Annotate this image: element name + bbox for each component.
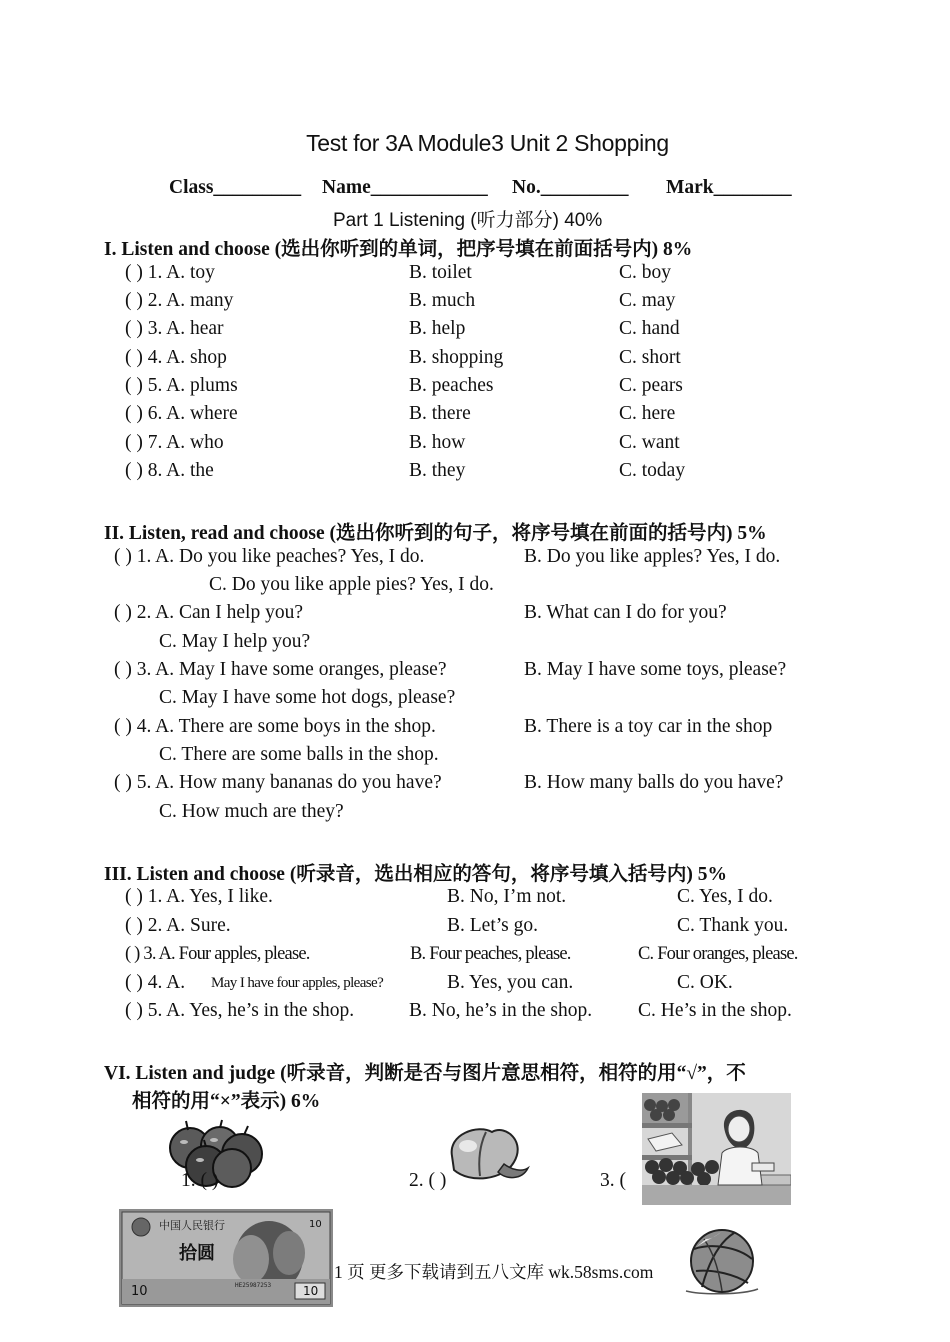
answer-bracket[interactable]: ( ) 5. A. Yes, he’s in the shop. (125, 1000, 355, 1021)
option-b: B. they (409, 460, 466, 481)
option-b: B. Yes, you can. (447, 972, 574, 993)
option-b: B. how (409, 432, 466, 453)
peach-picture (440, 1120, 530, 1186)
option-b: B. No, I’m not. (447, 886, 567, 907)
banknote-corner-text-2: 10 (131, 1284, 148, 1299)
section1-heading: I. Listen and choose (选出你听到的单词，把序号填在前面括号内) 8% (104, 239, 693, 260)
option-b: B. There is a toy car in the shop (524, 716, 773, 737)
answer-bracket[interactable]: ( ) 8. A. the (125, 460, 214, 481)
option-c: C. short (619, 347, 681, 368)
list-item (114, 716, 894, 742)
list-item (125, 915, 885, 941)
answer-bracket[interactable]: ( ) 4. A. shop (125, 347, 227, 368)
answer-bracket[interactable]: ( ) 2. A. many (125, 290, 234, 311)
list-item (114, 659, 894, 685)
list-item (114, 602, 894, 628)
answer-bracket[interactable]: ( ) 7. A. who (125, 432, 224, 453)
option-b: B. much (409, 290, 476, 311)
banknote-value-text: 拾圆 (179, 1243, 215, 1264)
option-c: C. Thank you. (677, 915, 789, 936)
option-a-text: May I have four apples, please? (211, 975, 384, 991)
shop-picture (642, 1093, 791, 1205)
mark-field[interactable]: Mark________ (666, 177, 792, 198)
option-b: B. Do you like apples? Yes, I do. (524, 546, 781, 567)
list-item (125, 972, 885, 998)
section4-heading-line2: 相符的用“×”表示) 6% (132, 1091, 321, 1112)
section4-heading-line1: VI. Listen and judge (听录音，判断是否与图片意思相符，相符的用“√”，不 (104, 1063, 746, 1084)
page-footer: 1 页 更多下载请到五八文库 wk.58sms.com (334, 1262, 654, 1282)
option-c: C. There are some balls in the shop. (159, 744, 439, 765)
list-item (125, 944, 885, 970)
question-a[interactable]: ( ) 3. A. May I have some oranges, please? (114, 659, 447, 680)
list-item (125, 1000, 885, 1026)
page-title: Test for 3A Module3 Unit 2 Shopping (306, 130, 669, 156)
option-c: C. want (619, 432, 680, 453)
option-c: C. How much are they? (159, 801, 344, 822)
banknote-picture (119, 1209, 333, 1307)
answer-bracket[interactable]: ( ) 1. A. toy (125, 262, 215, 283)
answer-bracket[interactable]: ( ) 5. A. plums (125, 375, 238, 396)
banknote-corner-text: 10 (309, 1219, 322, 1230)
answer-bracket[interactable]: ( ) 3. A. hear (125, 318, 224, 339)
section2-heading: II. Listen, read and choose (选出你听到的句子，将序号填在前面的括号内) 5% (104, 523, 767, 544)
option-c: C. OK. (677, 972, 733, 993)
question-a[interactable]: ( ) 5. A. How many bananas do you have? (114, 772, 442, 793)
question-a[interactable]: ( ) 4. A. There are some boys in the shop. (114, 716, 436, 737)
option-c: C. May I have some hot dogs, please? (159, 687, 456, 708)
option-b: B. there (409, 403, 471, 424)
answer-bracket[interactable]: ( ) 3. A. Four apples, please. (125, 944, 310, 964)
answer-bracket[interactable]: ( ) 6. A. where (125, 403, 238, 424)
list-item (125, 886, 885, 912)
question-a[interactable]: ( ) 1. A. Do you like peaches? Yes, I do. (114, 546, 425, 567)
option-b: B. No, he’s in the shop. (409, 1000, 593, 1021)
option-c: C. Yes, I do. (677, 886, 773, 907)
list-item (114, 772, 894, 798)
option-c: C. pears (619, 375, 683, 396)
picture1-answer[interactable]: 1. ( ) (181, 1170, 219, 1191)
banknote-corner-text-3: 10 (303, 1284, 319, 1298)
option-b: B. May I have some toys, please? (524, 659, 787, 680)
question-a[interactable]: ( ) 2. A. Can I help you? (114, 602, 304, 623)
option-b: B. Four peaches, please. (410, 944, 571, 964)
class-field[interactable]: Class_________ (169, 177, 302, 198)
option-b: B. help (409, 318, 466, 339)
name-field[interactable]: Name____________ (322, 177, 488, 198)
option-b: B. Let’s go. (447, 915, 538, 936)
picture2-answer[interactable]: 2. ( ) (409, 1170, 447, 1191)
picture3-answer[interactable]: 3. ( (600, 1170, 626, 1191)
option-b: B. peaches (409, 375, 494, 396)
number-field[interactable]: No._________ (512, 177, 629, 198)
list-item (114, 546, 894, 572)
option-c: C. may (619, 290, 676, 311)
option-c: C. May I help you? (159, 631, 311, 652)
option-c: C. here (619, 403, 676, 424)
section3-heading: III. Listen and choose (听录音，选出相应的答句，将序号填入括号内) 5% (104, 864, 727, 885)
option-b: B. What can I do for you? (524, 602, 727, 623)
answer-bracket[interactable]: ( ) 2. A. Sure. (125, 915, 231, 936)
option-c: C. Four oranges, please. (638, 944, 798, 964)
option-c: C. boy (619, 262, 672, 283)
part1-heading: Part 1 Listening (听力部分) 40% (333, 210, 603, 231)
option-b: B. How many balls do you have? (524, 772, 784, 793)
option-c: C. He’s in the shop. (638, 1000, 792, 1021)
option-c: C. Do you like apple pies? Yes, I do. (209, 574, 494, 595)
option-c: C. hand (619, 318, 680, 339)
answer-bracket[interactable]: ( ) 1. A. Yes, I like. (125, 886, 273, 907)
option-b: B. toilet (409, 262, 472, 283)
ball-picture (682, 1225, 762, 1297)
option-c: C. today (619, 460, 686, 481)
answer-bracket[interactable]: ( ) 4. A. (125, 972, 186, 993)
option-b: B. shopping (409, 347, 504, 368)
banknote-serial: HE25987253 (235, 1282, 272, 1289)
banknote-issuer-text: 中国人民银行 (159, 1219, 225, 1232)
